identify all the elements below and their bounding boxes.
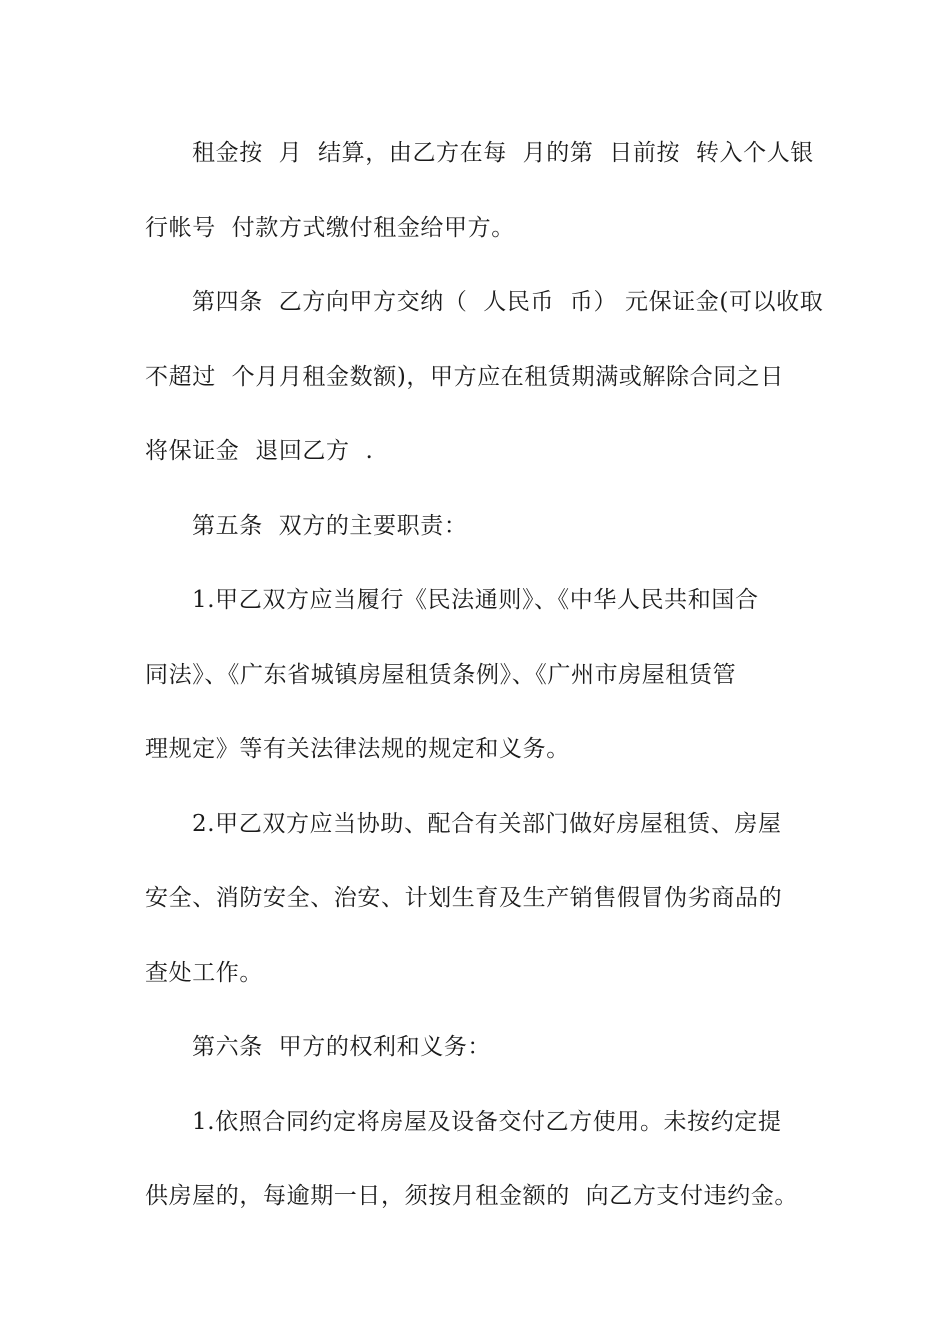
text-line: 同法》、《广东省城镇房屋租赁条例》、《广州市房屋租赁管 — [145, 662, 737, 688]
text-line: 第四条 乙方向甲方交纳（ 人民币 币） 元保证金(可以收取 — [192, 289, 824, 315]
text-line: 租金按 月 结算，由乙方在每 月的第 日前按 转入个人银 — [192, 140, 814, 166]
text-line: 1.依照合同约定将房屋及设备交付乙方使用。未按约定提 — [192, 1109, 782, 1135]
section-heading: 第六条 甲方的权利和义务： — [192, 1034, 492, 1060]
text-line: 查处工作。 — [145, 960, 263, 986]
text-line: 将保证金 退回乙方 . — [145, 438, 374, 464]
section-heading: 第五条 双方的主要职责： — [192, 513, 468, 539]
text-line: 供房屋的，每逾期一日，须按月租金额的 向乙方支付违约金。 — [145, 1183, 799, 1209]
text-line: 1.甲乙双方应当履行《民法通则》、《中华人民共和国合 — [192, 587, 759, 613]
text-line: 不超过 个月月租金数额)，甲方应在租赁期满或解除合同之日 — [145, 364, 784, 390]
text-line: 2.甲乙双方应当协助、配合有关部门做好房屋租赁、房屋 — [192, 811, 782, 837]
text-line: 安全、消防安全、治安、计划生育及生产销售假冒伪劣商品的 — [145, 885, 783, 911]
text-line: 理规定》等有关法律法规的规定和义务。 — [145, 736, 570, 762]
text-line: 行帐号 付款方式缴付租金给甲方。 — [145, 215, 515, 241]
